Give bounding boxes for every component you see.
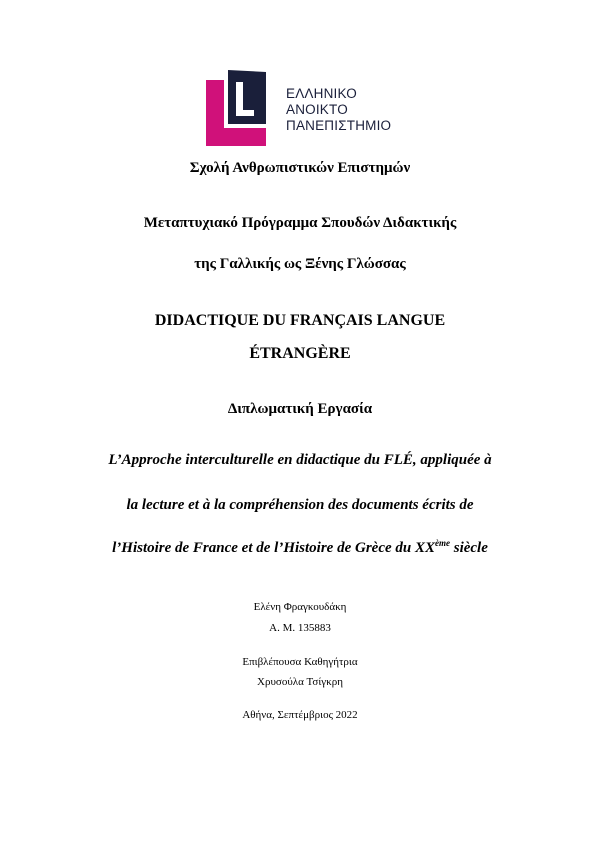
program-line-2: της Γαλλικής ως Ξένης Γλώσσας <box>194 256 406 272</box>
university-name-line3: ΠΑΝΕΠΙΣΤΗΜΙΟ <box>286 118 392 133</box>
supervisor-role: Επιβλέπουσα Καθηγήτρια <box>242 656 358 668</box>
university-name <box>286 86 391 134</box>
place-date: Αθήνα, Σεπτέμβριος 2022 <box>242 709 358 721</box>
author-id: Α. Μ. 135883 <box>269 622 331 634</box>
thesis-title-line-2: la lecture et à la compréhension des documents écrits de <box>126 497 474 513</box>
thesis-title-line-3 <box>0 540 600 557</box>
university-name-line1: ΕΛΛΗΝΙΚΟ <box>286 86 357 101</box>
author-name: Ελένη Φραγκουδάκη <box>253 601 347 613</box>
university-name-line2: ΑΝΟΙΚΤΟ <box>286 102 348 117</box>
university-logo <box>206 70 396 148</box>
specialization-line-2: ÉTRANGÈRE <box>249 345 351 362</box>
school-name: Σχολή Ανθρωπιστικών Επιστημών <box>189 160 411 176</box>
thesis-title-superscript: ème <box>434 538 450 548</box>
program-line-1: Μεταπτυχιακό Πρόγραμμα Σπουδών Διδακτικής <box>143 215 457 231</box>
supervisor-name: Χρυσούλα Τσίγκρη <box>257 676 343 688</box>
document-type: Διπλωματική Εργασία <box>227 401 373 417</box>
thesis-title-line-3-end: siècle <box>449 540 488 556</box>
university-logo-icon <box>206 70 276 146</box>
thesis-title-line-1: L’Approche interculturelle en didactique du FLÉ, appliquée à <box>108 452 492 468</box>
thesis-title-line-3-main: l’Histoire de France et de l’Histoire de Grèce du XX <box>112 540 435 556</box>
specialization-line-1: DIDACTIQUE DU FRANÇAIS LANGUE <box>154 312 446 329</box>
